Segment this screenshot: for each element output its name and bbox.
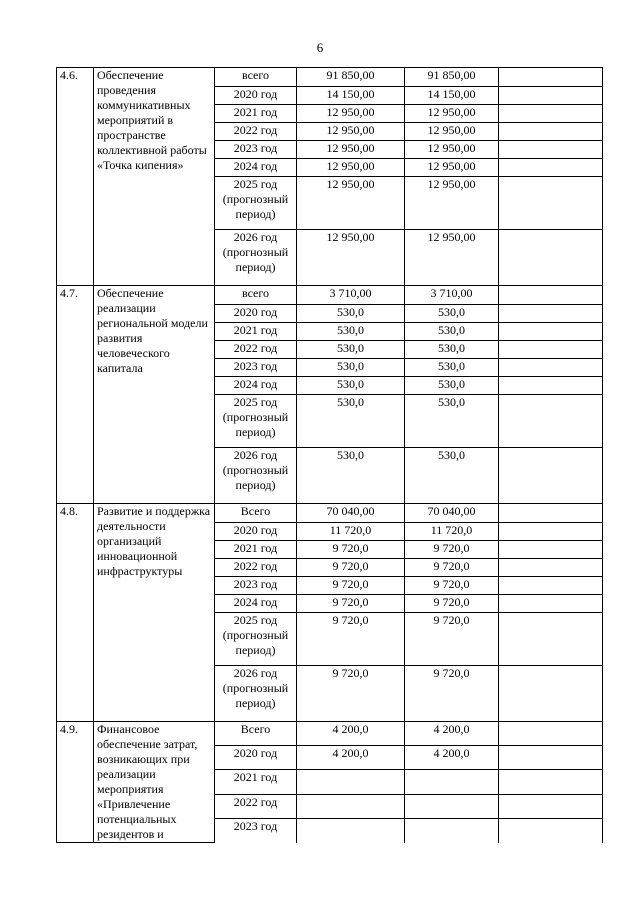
section-name: Обеспечение реализации региональной модели развития человеческого капитала [94, 286, 215, 504]
amount-cell: 530,0 [297, 448, 405, 504]
year-cell: 2022 год [215, 559, 297, 577]
amount-cell: 530,0 [405, 341, 499, 359]
amount-cell: 91 850,00 [405, 68, 499, 87]
amount-cell: 12 950,00 [297, 177, 405, 230]
empty-cell [499, 377, 603, 395]
amount-cell: 9 720,0 [297, 666, 405, 722]
year-cell: 2026 год (прогнозный период) [215, 230, 297, 286]
amount-cell: 9 720,0 [297, 541, 405, 559]
amount-cell: 12 950,00 [297, 105, 405, 123]
budget-table [56, 67, 603, 843]
section-name: Обеспечение проведения коммуникативных мероприятий в пространстве коллективной работы «Точка кипения» [94, 68, 215, 286]
amount-cell: 14 150,00 [297, 87, 405, 105]
amount-cell: 11 720,0 [405, 523, 499, 541]
empty-cell [499, 177, 603, 230]
empty-cell [499, 395, 603, 448]
empty-cell [499, 666, 603, 722]
year-cell: всего [215, 68, 297, 87]
empty-cell [499, 448, 603, 504]
year-cell: 2020 год [215, 746, 297, 770]
empty-cell [499, 286, 603, 305]
empty-cell [499, 818, 603, 842]
section-number: 4.6. [57, 68, 94, 286]
amount-cell [405, 794, 499, 818]
amount-cell: 11 720,0 [297, 523, 405, 541]
amount-cell: 9 720,0 [405, 541, 499, 559]
empty-cell [499, 722, 603, 746]
empty-cell [499, 87, 603, 105]
amount-cell: 9 720,0 [297, 595, 405, 613]
amount-cell [297, 770, 405, 794]
year-cell: 2022 год [215, 794, 297, 818]
year-cell: 2023 год [215, 577, 297, 595]
empty-cell [499, 68, 603, 87]
empty-cell [499, 746, 603, 770]
amount-cell: 3 710,00 [405, 286, 499, 305]
amount-cell: 12 950,00 [405, 141, 499, 159]
year-cell: 2024 год [215, 377, 297, 395]
amount-cell: 9 720,0 [297, 559, 405, 577]
section-number: 4.7. [57, 286, 94, 504]
empty-cell [499, 559, 603, 577]
amount-cell: 530,0 [297, 305, 405, 323]
amount-cell: 530,0 [297, 377, 405, 395]
year-cell: 2025 год (прогнозный период) [215, 395, 297, 448]
empty-cell [499, 794, 603, 818]
amount-cell: 530,0 [405, 395, 499, 448]
amount-cell: 12 950,00 [297, 123, 405, 141]
empty-cell [499, 359, 603, 377]
year-cell: Всего [215, 722, 297, 746]
amount-cell: 70 040,00 [405, 504, 499, 523]
amount-cell: 12 950,00 [297, 141, 405, 159]
year-cell: 2020 год [215, 305, 297, 323]
amount-cell: 530,0 [297, 395, 405, 448]
empty-cell [499, 341, 603, 359]
empty-cell [499, 613, 603, 666]
year-cell: 2023 год [215, 359, 297, 377]
empty-cell [499, 323, 603, 341]
empty-cell [499, 230, 603, 286]
empty-cell [499, 105, 603, 123]
amount-cell: 9 720,0 [405, 559, 499, 577]
year-cell: 2021 год [215, 323, 297, 341]
amount-cell: 530,0 [405, 359, 499, 377]
amount-cell: 12 950,00 [297, 159, 405, 177]
amount-cell: 14 150,00 [405, 87, 499, 105]
year-cell: 2024 год [215, 595, 297, 613]
year-cell: всего [215, 286, 297, 305]
amount-cell: 530,0 [297, 323, 405, 341]
amount-cell: 9 720,0 [405, 577, 499, 595]
empty-cell [499, 504, 603, 523]
amount-cell: 9 720,0 [405, 595, 499, 613]
section-name: Финансовое обеспечение затрат, возникающих при реализации мероприятия «Привлечение потенциальных резидентов и [94, 722, 215, 843]
amount-cell [405, 770, 499, 794]
year-cell: Всего [215, 504, 297, 523]
amount-cell: 12 950,00 [405, 123, 499, 141]
amount-cell [405, 818, 499, 842]
year-cell: 2023 год [215, 818, 297, 842]
empty-cell [499, 523, 603, 541]
empty-cell [499, 770, 603, 794]
amount-cell: 91 850,00 [297, 68, 405, 87]
amount-cell: 530,0 [297, 341, 405, 359]
empty-cell [499, 577, 603, 595]
empty-cell [499, 159, 603, 177]
amount-cell [297, 794, 405, 818]
year-cell: 2023 год [215, 141, 297, 159]
year-cell: 2026 год (прогнозный период) [215, 666, 297, 722]
year-cell: 2025 год (прогнозный период) [215, 613, 297, 666]
year-cell: 2021 год [215, 541, 297, 559]
section-number: 4.9. [57, 722, 94, 843]
empty-cell [499, 541, 603, 559]
table-row [57, 68, 603, 87]
amount-cell: 12 950,00 [405, 159, 499, 177]
amount-cell: 12 950,00 [405, 105, 499, 123]
year-cell: 2025 год (прогнозный период) [215, 177, 297, 230]
amount-cell: 9 720,0 [297, 577, 405, 595]
year-cell: 2021 год [215, 105, 297, 123]
amount-cell [297, 818, 405, 842]
amount-cell: 4 200,0 [405, 746, 499, 770]
empty-cell [499, 595, 603, 613]
year-cell: 2021 год [215, 770, 297, 794]
amount-cell: 4 200,0 [297, 746, 405, 770]
page-number: 6 [316, 40, 324, 55]
section-number: 4.8. [57, 504, 94, 722]
empty-cell [499, 305, 603, 323]
amount-cell: 530,0 [297, 359, 405, 377]
empty-cell [499, 123, 603, 141]
amount-cell: 4 200,0 [405, 722, 499, 746]
amount-cell: 9 720,0 [405, 613, 499, 666]
table-row [57, 504, 603, 523]
section-name: Развитие и поддержка деятельности организаций инновационной инфраструктуры [94, 504, 215, 722]
year-cell: 2022 год [215, 341, 297, 359]
amount-cell: 530,0 [405, 448, 499, 504]
amount-cell: 12 950,00 [405, 177, 499, 230]
amount-cell: 3 710,00 [297, 286, 405, 305]
empty-cell [499, 141, 603, 159]
amount-cell: 9 720,0 [297, 613, 405, 666]
year-cell: 2024 год [215, 159, 297, 177]
amount-cell: 70 040,00 [297, 504, 405, 523]
year-cell: 2026 год (прогнозный период) [215, 448, 297, 504]
amount-cell: 12 950,00 [405, 230, 499, 286]
amount-cell: 530,0 [405, 377, 499, 395]
year-cell: 2022 год [215, 123, 297, 141]
year-cell: 2020 год [215, 523, 297, 541]
amount-cell: 530,0 [405, 323, 499, 341]
year-cell: 2020 год [215, 87, 297, 105]
table-row [57, 286, 603, 305]
amount-cell: 530,0 [405, 305, 499, 323]
amount-cell: 9 720,0 [405, 666, 499, 722]
amount-cell: 4 200,0 [297, 722, 405, 746]
table-row [57, 722, 603, 746]
amount-cell: 12 950,00 [297, 230, 405, 286]
